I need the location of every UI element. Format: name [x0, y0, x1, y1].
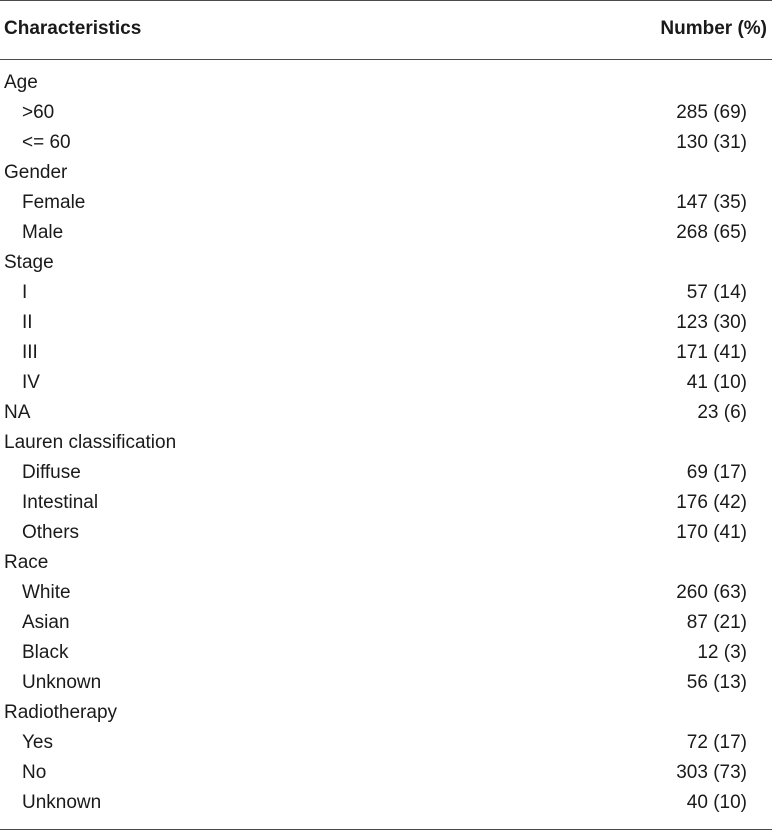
row-label: Yes	[22, 732, 53, 753]
table-row	[0, 188, 772, 218]
row-label: Black	[22, 642, 69, 663]
table-row	[0, 218, 772, 248]
row-label: Unknown	[22, 672, 102, 693]
table-row	[0, 248, 772, 278]
table-header	[0, 0, 772, 59]
table-row	[0, 428, 772, 458]
row-value: 147 (35)	[676, 192, 747, 213]
row-label: Intestinal	[22, 492, 99, 513]
header-number: Number (%)	[660, 18, 767, 39]
row-value: 170 (41)	[676, 522, 747, 543]
table-row	[0, 308, 772, 338]
row-label: Asian	[22, 612, 70, 633]
row-value: 176 (42)	[676, 492, 747, 513]
table-body	[0, 68, 772, 818]
table-row	[0, 608, 772, 638]
row-value: 12 (3)	[697, 642, 747, 663]
row-label: Male	[22, 222, 64, 243]
row-value: 23 (6)	[697, 402, 747, 423]
row-label: No	[22, 762, 47, 783]
table-row	[0, 488, 772, 518]
row-label: Stage	[4, 252, 54, 273]
row-label: Female	[22, 192, 86, 213]
row-value: 285 (69)	[676, 102, 747, 123]
table-row	[0, 788, 772, 818]
row-value: 87 (21)	[686, 612, 747, 633]
row-label: Age	[4, 72, 38, 93]
row-value: 171 (41)	[676, 342, 747, 363]
row-label: Others	[22, 522, 80, 543]
row-label: I	[22, 282, 28, 303]
row-value: 303 (73)	[676, 762, 747, 783]
table-row	[0, 68, 772, 98]
table-row	[0, 728, 772, 758]
row-label: Radiotherapy	[4, 702, 118, 723]
row-value: 40 (10)	[686, 792, 747, 813]
row-label: White	[22, 582, 71, 603]
row-label: Race	[4, 552, 49, 573]
row-label: Diffuse	[22, 462, 81, 483]
row-label: IV	[22, 372, 40, 393]
header-characteristics: Characteristics	[4, 18, 142, 39]
row-value: 57 (14)	[686, 282, 747, 303]
table-row	[0, 338, 772, 368]
table-row	[0, 158, 772, 188]
row-value: 268 (65)	[676, 222, 747, 243]
table-row	[0, 548, 772, 578]
row-label: >60	[22, 102, 55, 123]
row-label: II	[22, 312, 33, 333]
row-value: 130 (31)	[676, 132, 747, 153]
row-label: <= 60	[22, 132, 71, 153]
table-row	[0, 458, 772, 488]
row-value: 41 (10)	[686, 372, 747, 393]
row-label: Lauren classification	[4, 432, 177, 453]
row-label: Gender	[4, 162, 68, 183]
table-row	[0, 98, 772, 128]
table-row	[0, 698, 772, 728]
row-value: 56 (13)	[686, 672, 747, 693]
row-value: 69 (17)	[686, 462, 747, 483]
table-row	[0, 278, 772, 308]
table-row	[0, 758, 772, 788]
row-value: 72 (17)	[686, 732, 747, 753]
table-row	[0, 578, 772, 608]
row-label: NA	[4, 402, 31, 423]
table-row	[0, 368, 772, 398]
table-row	[0, 128, 772, 158]
table-bottom-rule	[0, 829, 772, 830]
row-value: 260 (63)	[676, 582, 747, 603]
row-label: Unknown	[22, 792, 102, 813]
table-row	[0, 638, 772, 668]
table-row	[0, 398, 772, 428]
table-header-rule	[0, 59, 772, 60]
table-row	[0, 668, 772, 698]
table-row	[0, 518, 772, 548]
row-label: III	[22, 342, 38, 363]
row-value: 123 (30)	[676, 312, 747, 333]
